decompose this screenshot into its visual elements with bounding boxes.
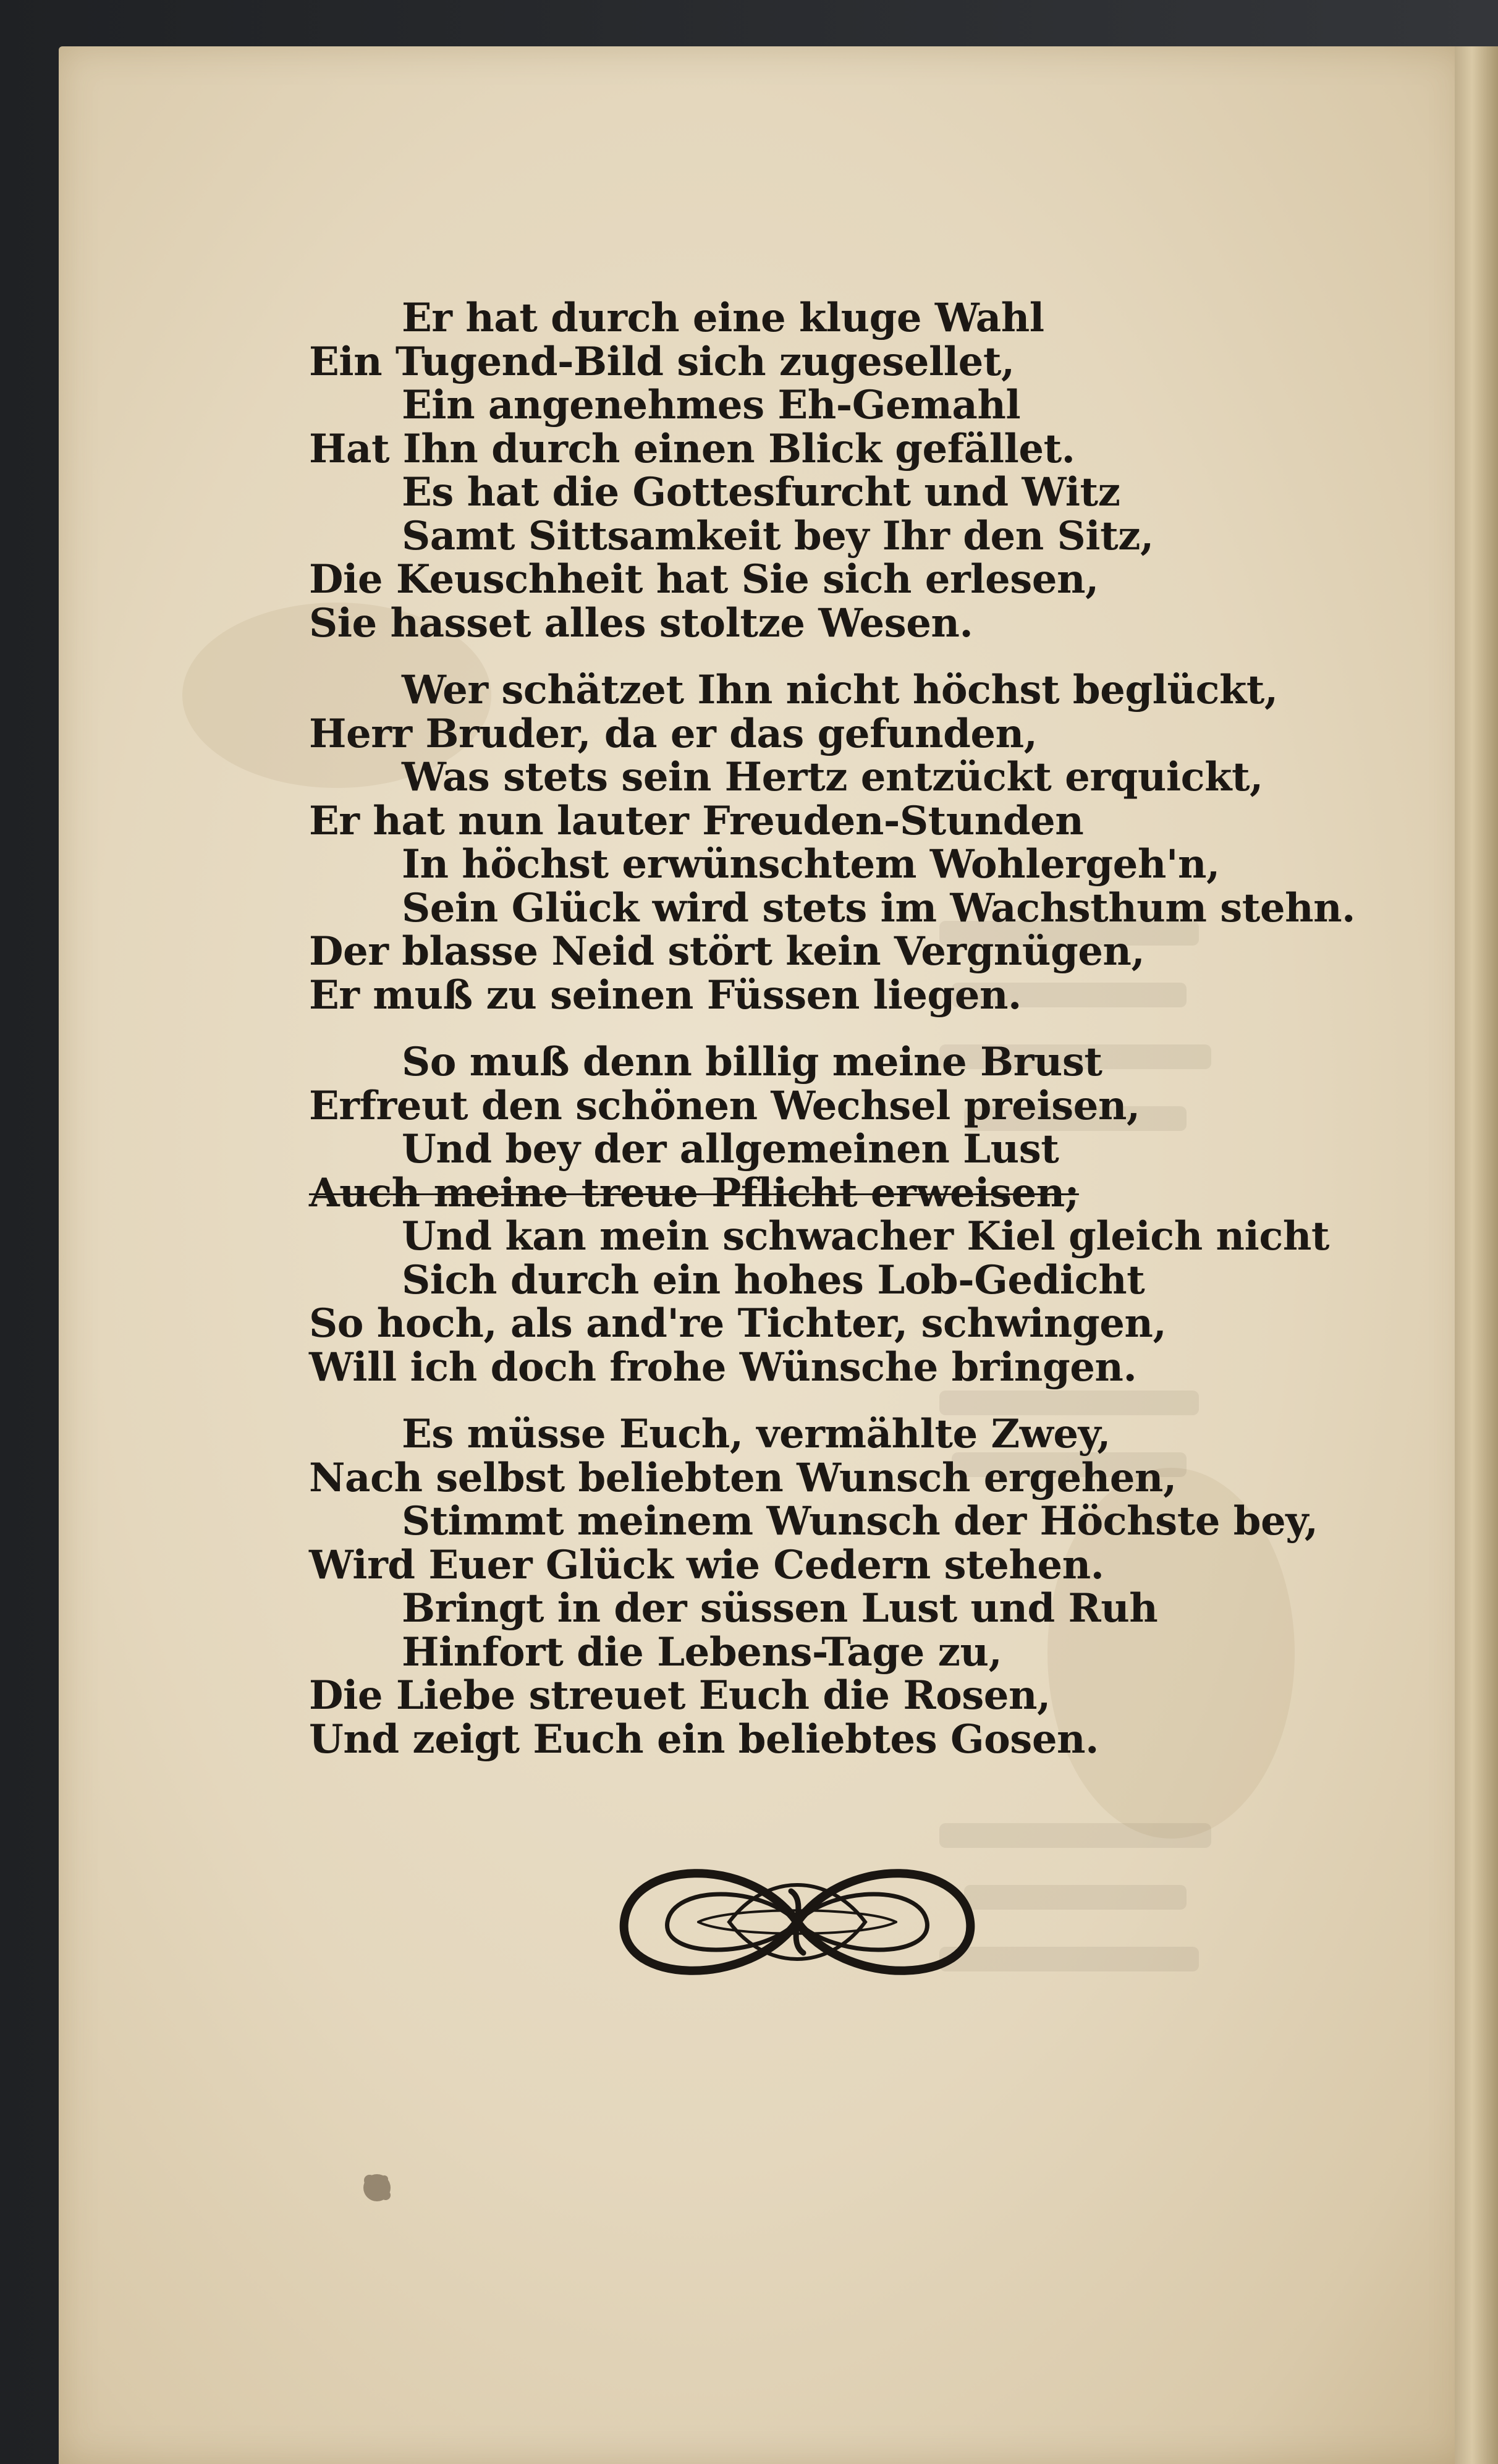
poem-line: So hoch, als and're Tichter, schwingen, [309,1300,1167,1347]
poem-line: Es hat die Gottesfurcht und Witz [402,469,1120,515]
poem-line: Die Liebe streuet Euch die Rosen, [309,1672,1051,1719]
poem-line: Erfreut den schönen Wechsel preisen, [309,1082,1140,1129]
page-edge [1455,46,1498,2464]
poem-line: Und kan mein schwacher Kiel gleich nicht [402,1213,1329,1260]
stanza [309,297,1205,645]
poem-line: Sein Glück wird stets im Wachsthum stehn. [402,884,1355,931]
poem-line: So muß denn billig meine Brust [402,1039,1102,1085]
poem-line: Bringt in der süssen Lust und Ruh [402,1585,1158,1632]
poem-line: Sie hasset alles stoltze Wesen. [309,599,973,646]
poem-line: Er muß zu seinen Füssen liegen. [309,972,1022,1018]
poem-line: Sich durch ein hohes Lob-Gedicht [402,1256,1145,1303]
poem-text [309,295,1355,1785]
poem-line: Hinfort die Lebens-Tage zu, [402,1628,1002,1675]
poem-line: Es müsse Euch, vermählte Zwey, [402,1411,1111,1457]
calligraphic-flourish-icon [606,1848,989,1996]
ink-blot-icon [352,2163,402,2212]
poem-line: Und zeigt Euch ein beliebtes Gosen. [309,1716,1099,1763]
poem-line: Will ich doch frohe Wünsche bringen. [309,1344,1137,1391]
poem-line: In höchst erwünschtem Wohlergeh'n, [402,841,1220,887]
poem-line: Der blasse Neid stört kein Vergnügen, [309,928,1145,975]
stanza [309,1039,1329,1391]
poem-line: Und bey der allgemeinen Lust [402,1126,1059,1172]
poem-line: Er hat durch eine kluge Wahl [402,295,1044,341]
poem-line: Samt Sittsamkeit bey Ihr den Sitz, [402,512,1154,559]
poem-line: Wer schätzet Ihn nicht höchst beglückt, [402,667,1278,713]
stanza [309,1411,1318,1763]
poem-line: Herr Bruder, da er das gefunden, [309,710,1038,757]
poem-line: Die Keuschheit hat Sie sich erlesen, [309,556,1099,603]
poem-line: Wird Euer Glück wie Cedern stehen. [309,1541,1104,1588]
stanza [309,667,1355,1018]
poem-line: Hat Ihn durch einen Blick gefället. [309,425,1075,472]
poem-line: Stimmt meinem Wunsch der Höchste bey, [402,1498,1318,1544]
poem-line: Ein angenehmes Eh-Gemahl [402,382,1021,428]
poem-line: Was stets sein Hertz entzückt erquickt, [402,754,1263,800]
poem-line: Ein Tugend-Bild sich zugesellet, [309,338,1015,385]
poem-line: Nach selbst beliebten Wunsch ergehen, [309,1454,1177,1501]
poem-line: Er hat nun lauter Freuden-Stunden [309,797,1084,844]
poem-line: Auch meine treue Pflicht erweisen; [309,1169,1079,1216]
